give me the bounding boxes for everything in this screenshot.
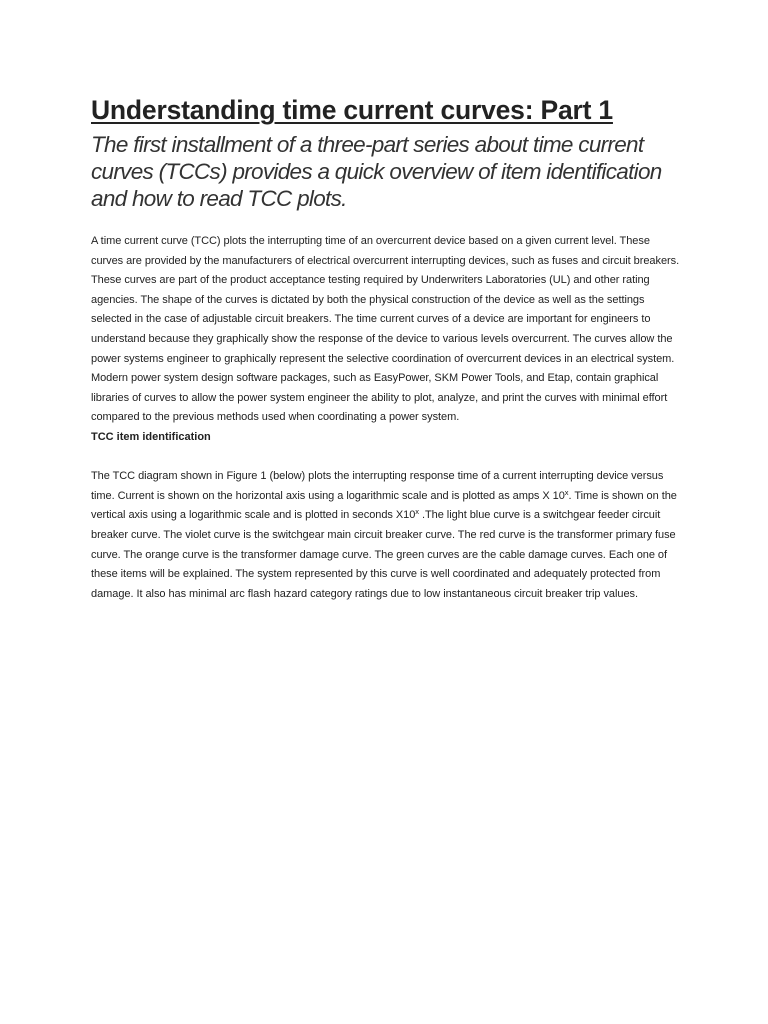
superscript-x-2: x <box>415 507 419 517</box>
section-heading: TCC item identification <box>91 430 211 443</box>
article-subtitle: The first installment of a three-part series about time current curves (TCCs) provides a quick overview of item identification and how to read TCC plots. <box>91 132 662 211</box>
article <box>91 93 681 604</box>
section-paragraph-text-3: .The light blue curve is a switchgear feeder circuit breaker curve. The violet curve is the switchgear main circuit breaker curve. The red curve is the transformer primary fuse curve. The orange curve is the transformer damage curve. The green curves are the cable damage curves. Each one of these items will be explained. The system represented by this curve is well coordinated and adequately protected from damage. It also has minimal arc flash hazard category ratings due to low instantaneous circuit breaker trip values. <box>91 509 676 600</box>
section-paragraph-text-1: The TCC diagram shown in Figure 1 (below) plots the interrupting response time of a current interrupting device versus time. Current is shown on the horizontal axis using a logarithmic scale and is plotted as amps X 10 <box>91 470 664 502</box>
intro-paragraph: A time current curve (TCC) plots the interrupting time of an overcurrent device based on a given current level. These curves are provided by the manufacturers of electrical overcurrent interrupting devices, such as fuses and circuit breakers. These curves are part of the product acceptance testing required by Underwriters Laboratories (UL) and other rating agencies. The shape of the curves is dictated by both the physical construction of the device as well as the settings selected in the case of adjustable circuit breakers. The time current curves of a device are important for engineers to understand because they graphically show the response of the device to various levels overcurrent. The curves allow the power systems engineer to graphically represent the selective coordination of overcurrent devices in an electrical system. Modern power system design software packages, such as EasyPower, SKM Power Tools, and Etap, contain graphical libraries of curves to allow the power system engineer the ability to plot, analyze, and print the curves with minimal effort compared to the previous methods used when coordinating a power system. <box>91 235 680 424</box>
superscript-x-1: x <box>564 487 569 497</box>
article-title: Understanding time current curves: Part 1 <box>91 95 613 125</box>
section-paragraph <box>91 467 681 604</box>
section-paragraph-text-2: . Time is shown on the vertical axis using a logarithmic scale and is plotted in seconds X10 <box>91 489 677 522</box>
